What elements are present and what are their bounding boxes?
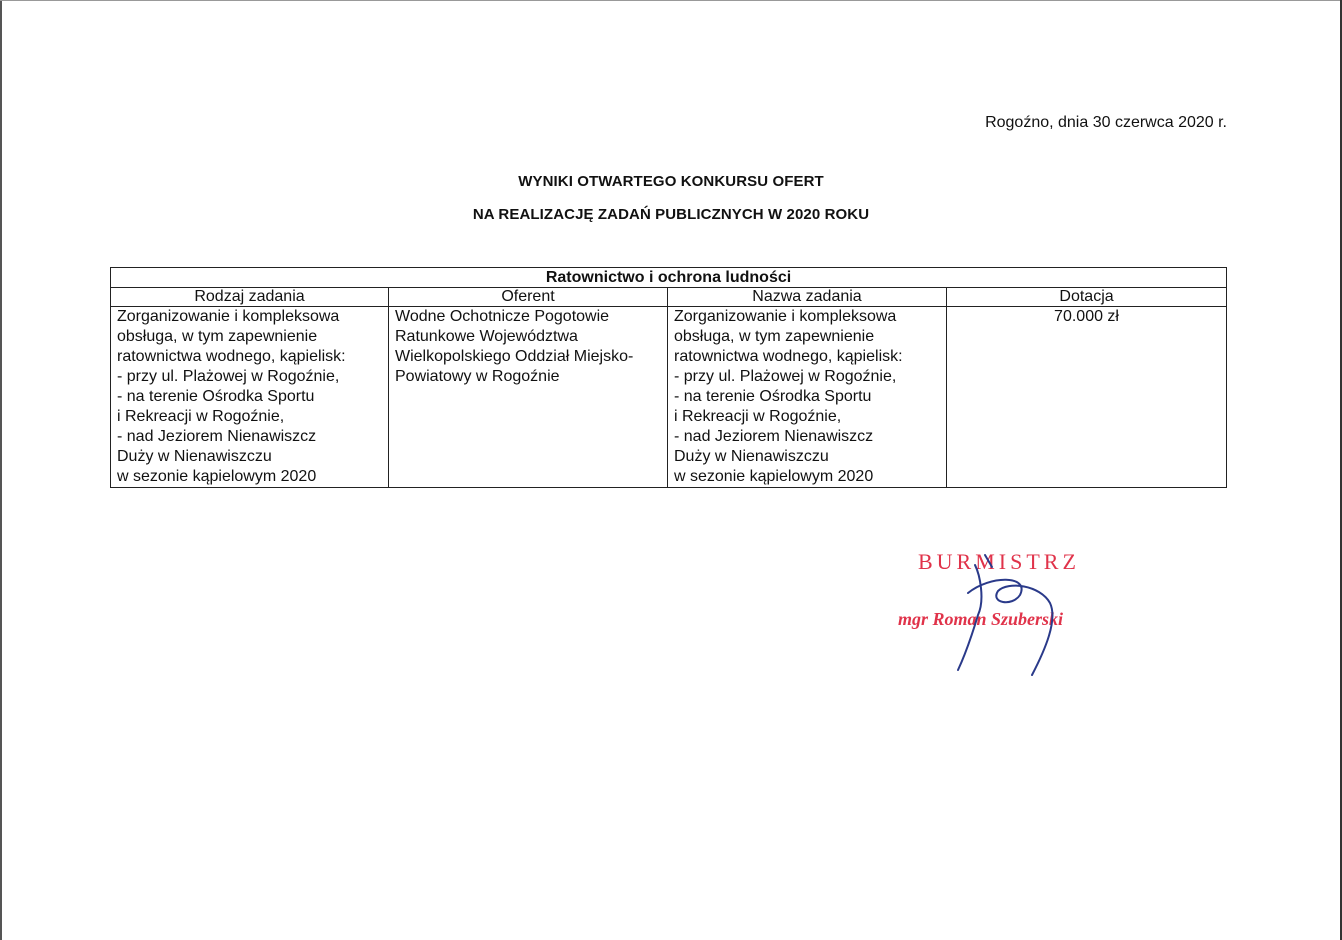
column-header-dotacja: Dotacja (947, 288, 1227, 307)
table-row (111, 307, 1227, 488)
text-line: Wielkopolskiego Oddział Miejsko- (395, 348, 634, 365)
text-line: Zorganizowanie i kompleksowa (674, 308, 897, 325)
column-header-rodzaj: Rodzaj zadania (111, 288, 389, 307)
text-line: Ratunkowe Województwa (395, 328, 578, 345)
text-line: Duży w Nienawiszczu (674, 448, 829, 465)
text-line: i Rekreacji w Rogoźnie, (117, 408, 285, 425)
stamp-name: mgr Roman Szuberski (898, 609, 1064, 629)
column-header-nazwa: Nazwa zadania (668, 288, 947, 307)
text-line: w sezonie kąpielowym 2020 (117, 468, 317, 485)
text-line: obsługa, w tym zapewnienie (117, 328, 318, 345)
stamp-title: BURMISTRZ (918, 549, 1080, 574)
text-line: obsługa, w tym zapewnienie (674, 328, 875, 345)
results-table (110, 267, 1227, 488)
cell-oferent (389, 307, 668, 488)
text-line: Zorganizowanie i kompleksowa (117, 308, 340, 325)
text-line: Powiatowy w Rogoźnie (395, 368, 560, 385)
table-section-row (111, 268, 1227, 288)
document-title: WYNIKI OTWARTEGO KONKURSU OFERT (518, 173, 824, 190)
column-header-oferent: Oferent (389, 288, 668, 307)
table-header-row (111, 288, 1227, 307)
cell-rodzaj-zadania (111, 307, 389, 488)
place-date: Rogoźno, dnia 30 czerwca 2020 r. (985, 114, 1227, 131)
handwritten-signature (880, 545, 1140, 685)
cell-nazwa-zadania (668, 307, 947, 488)
scan-top-edge (0, 0, 1342, 1)
text-line: Duży w Nienawiszczu (117, 448, 272, 465)
document-subtitle: NA REALIZACJĘ ZADAŃ PUBLICZNYCH W 2020 ROKU (472, 206, 870, 223)
text-line: w sezonie kąpielowym 2020 (674, 468, 874, 485)
text-line: - na terenie Ośrodka Sportu (117, 388, 315, 405)
text-line: ratownictwa wodnego, kąpielisk: (674, 348, 903, 365)
text-line: ratownictwa wodnego, kąpielisk: (117, 348, 346, 365)
text-line: i Rekreacji w Rogoźnie, (674, 408, 842, 425)
scan-left-edge (0, 0, 2, 940)
mayor-stamp (880, 545, 1140, 685)
text-line: - przy ul. Plażowej w Rogoźnie, (117, 368, 340, 385)
text-line: - na terenie Ośrodka Sportu (674, 388, 872, 405)
text-line: Wodne Ochotnicze Pogotowie (395, 308, 610, 325)
cell-dotacja: 70.000 zł (947, 307, 1227, 488)
section-title: Ratownictwo i ochrona ludności (111, 268, 1227, 288)
text-line: - nad Jeziorem Nienawiszcz (117, 428, 317, 445)
text-line: - nad Jeziorem Nienawiszcz (674, 428, 874, 445)
text-line: - przy ul. Plażowej w Rogoźnie, (674, 368, 897, 385)
